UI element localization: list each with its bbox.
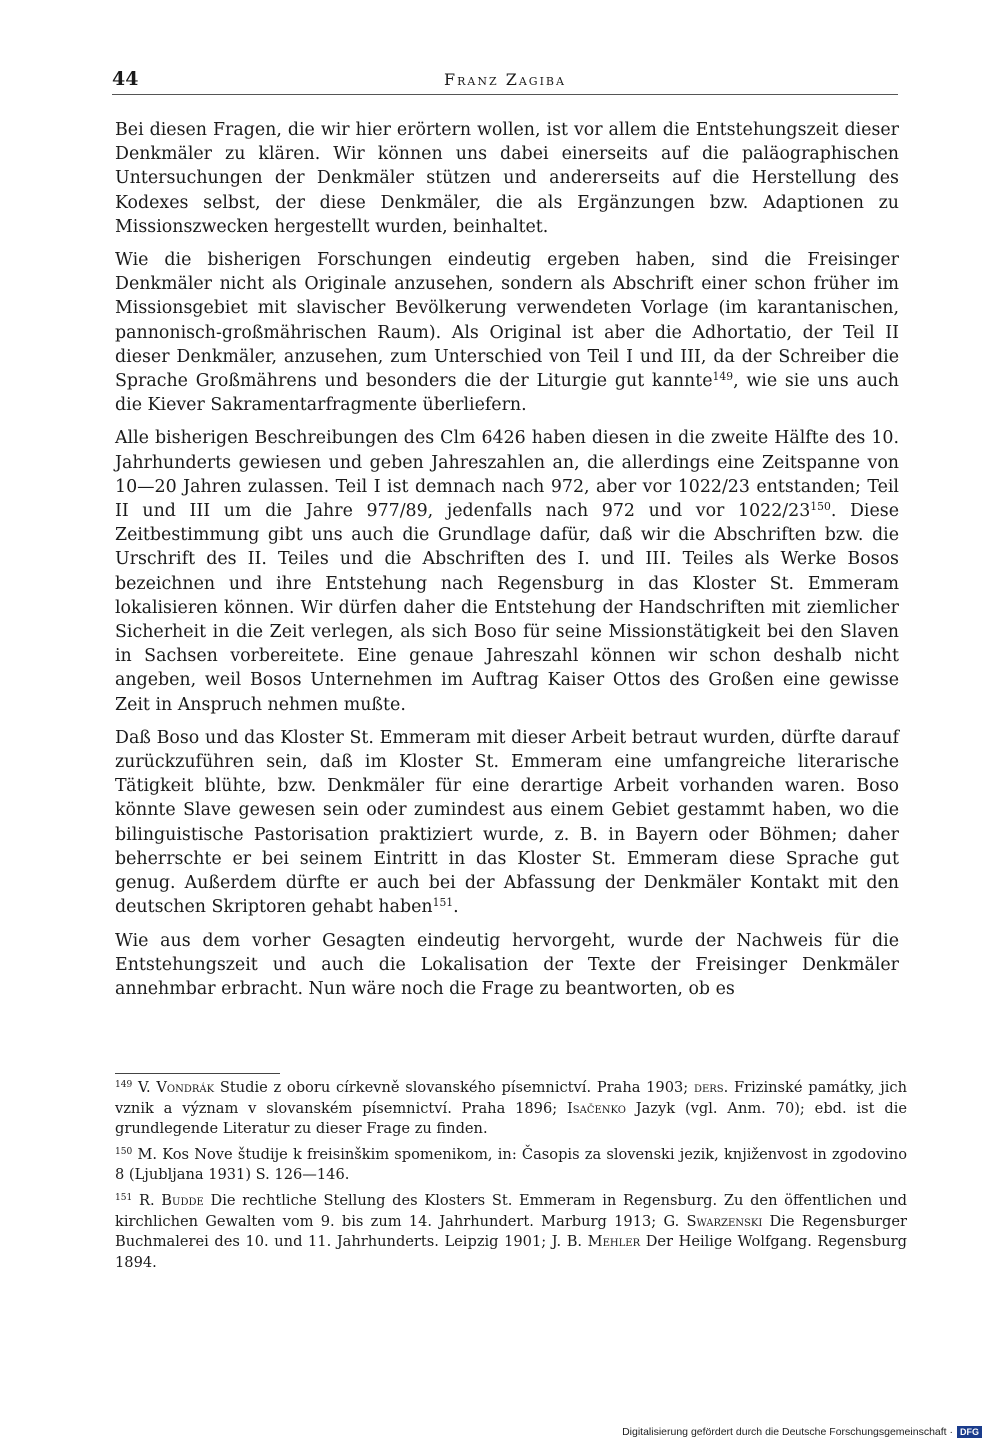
footnote-number: 149 <box>115 1080 133 1091</box>
paragraph-2-text-a: Wie die bisherigen Forschungen eindeutig ergeben haben, sind die Freisinger Denkmäler nicht als Originale anzusehen, sondern als Abschrift einer schon früher im Missionsgebiet mit slavischer Bevölkerung verwendeten Vorlage (im karantanischen, pannonisch-großmährischen Raum). Als Original ist aber die Adhortatio, der Teil II dieser Denkmäler, anzusehen, zum Unterschied von Teil I und III, da der Schreiber die Sprache Großmährens und besonders die der Liturgie gut kannte <box>115 250 899 392</box>
digitization-credit <box>622 1426 982 1438</box>
footnote-text: Die Regensburger Buchmalerei des 10. und 11. Jahrhunderts. Leipzig 1901; J. B. <box>115 1212 907 1251</box>
footnote-text: Jazyk (vgl. Anm. 70); ebd. ist die grundlegende Literatur zu dieser Frage zu finden. <box>115 1099 907 1138</box>
footnote-number: 151 <box>115 1193 133 1203</box>
footnotes <box>115 1078 907 1278</box>
footnote-divider <box>115 1073 280 1074</box>
author-name: Swarzenski <box>686 1212 763 1230</box>
author-name: ders. <box>693 1079 729 1096</box>
paragraph-1: Bei diesen Fragen, die wir hier erörtern wollen, ist vor allem die Entstehungszeit dieser Denkmäler zu klären. Wir können uns dabei einerseits auf die paläographischen Untersuchungen der Denkmäler stützen und andererseits auf die Herstellung des Kodexes selbst, der diese Denkmäler, die als Ergänzungen bzw. Adaptionen zu Missionszwecken hergestellt wurden, beinhaltet. <box>115 120 899 237</box>
paragraph-4-text-a: Daß Boso und das Kloster St. Emmeram mit dieser Arbeit betraut wurden, dürfte darauf zurückzuführen sein, daß im Kloster St. Emmeram eine umfangreiche literarische Tätigkeit blühte, bzw. Denkmäler für eine derartige Arbeit vorhanden waren. Boso könnte Slave gewesen sein oder zumindest aus einem Gebiet gestammt haben, wo die bilinguistische Pastorisation praktiziert wurde, z. B. in Bayern oder Böhmen; daher beherrschte er bei seinem Eintritt in das Kloster St. Emmeram diese Sprache gut genug. Außerdem dürfte er auch bei der Abfassung der Denkmäler Kontakt mit den deutschen Skriptoren gehabt haben <box>115 727 899 918</box>
body-text <box>115 118 899 1010</box>
footnote-text: Studie z oboru církevně slovanského písemnictví. Praha 1903; <box>214 1079 694 1096</box>
paragraph-2-text-b: , wie sie uns auch die Kiever Sakramentarfragmente überliefern. <box>115 371 899 416</box>
footnote-ref-149: 149 <box>712 370 734 384</box>
paragraph-3-text-a: Alle bisherigen Beschreibungen des Clm 6426 haben diesen in die zweite Hälfte des 10. Jahrhunderts gewiesen und geben Jahreszahlen an, die allerdings eine Zeitspanne von 10—20 Jahren zulassen. Teil I ist demnach nach 972, aber vor 1022/23 entstanden; Teil II und III um die Jahre 977/89, jedenfalls nach 972 und vor 1022/23 <box>115 428 899 522</box>
paragraph-3 <box>115 426 899 716</box>
footnote-text: Der Heilige Wolfgang. Regensburg 1894. <box>115 1233 907 1271</box>
footnote-ref-150: 150 <box>810 500 831 514</box>
credit-text: Digitalisierung gefördert durch die Deutsche Forschungsgemeinschaft · <box>622 1426 953 1438</box>
footnote-151 <box>115 1191 907 1273</box>
paragraph-5: Wie aus dem vorher Gesagten eindeutig hervorgeht, wurde der Nachweis für die Entstehungszeit und auch die Lokalisation der Texte der Freisinger Denkmäler annehmbar erbracht. Nun wäre noch die Frage zu beantworten, ob es <box>115 930 899 999</box>
author-name: V. Vondrák <box>138 1079 215 1096</box>
paragraph-2 <box>115 248 899 417</box>
footnote-149 <box>115 1078 907 1140</box>
author-name: R. Budde <box>138 1191 204 1209</box>
paragraph-3-text-b: . Diese Zeitbestimmung gibt uns auch die Grundlage dafür, daß wir die Abschriften bzw. die Urschrift des II. Teiles und die Abschriften des I. und III. Teiles als Werke Bosos bezeichnen und ihre Entstehung nach Regensburg in das Kloster St. Emmeram lokalisieren können. Wir dürfen daher die Entstehung der Handschriften mit ziemlicher Sicherheit in die Zeit verlegen, als sich Boso für seine Missionstätigkeit bei den Slaven in Sachsen vorbereitete. Eine genaue Jahreszahl können wir schon deshalb nicht angeben, weil Bosos Unternehmen im Auftrag Kaiser Ottos des Großen eine gewisse Zeit in Anspruch nehmen mußte. <box>115 501 900 715</box>
footnote-text: Die rechtliche Stellung des Klosters St. Emmeram in Regensburg. Zu den öffentlichen und kirchlichen Gewalten vom 9. bis zum 14. Jahrhundert. Marburg 1913; G. <box>115 1191 907 1230</box>
footnote-ref-151: 151 <box>432 896 454 910</box>
footnote-number: 150 <box>115 1146 133 1157</box>
dfg-logo: DFG <box>957 1426 982 1438</box>
footnote-150 <box>115 1145 907 1186</box>
paragraph-4 <box>115 726 899 920</box>
running-head: Franz Zagiba <box>444 70 566 89</box>
footnote-text: Frizinské památky, jich vznik a význam v slovanském písemnictví. Praha 1896; <box>115 1079 908 1117</box>
author-name: Isačenko <box>567 1099 626 1117</box>
author-name: Mehler <box>587 1233 641 1251</box>
paragraph-4-text-b: . <box>453 897 459 918</box>
page-number: 44 <box>112 68 139 90</box>
page-header <box>112 64 898 95</box>
footnote-text: M. Kos Nove študije k freisinškim spomenikom, in: Časopis za slovenski jezik, knjiženvost in zgodovino 8 (Ljubljana 1931) S. 126—146. <box>115 1145 907 1184</box>
